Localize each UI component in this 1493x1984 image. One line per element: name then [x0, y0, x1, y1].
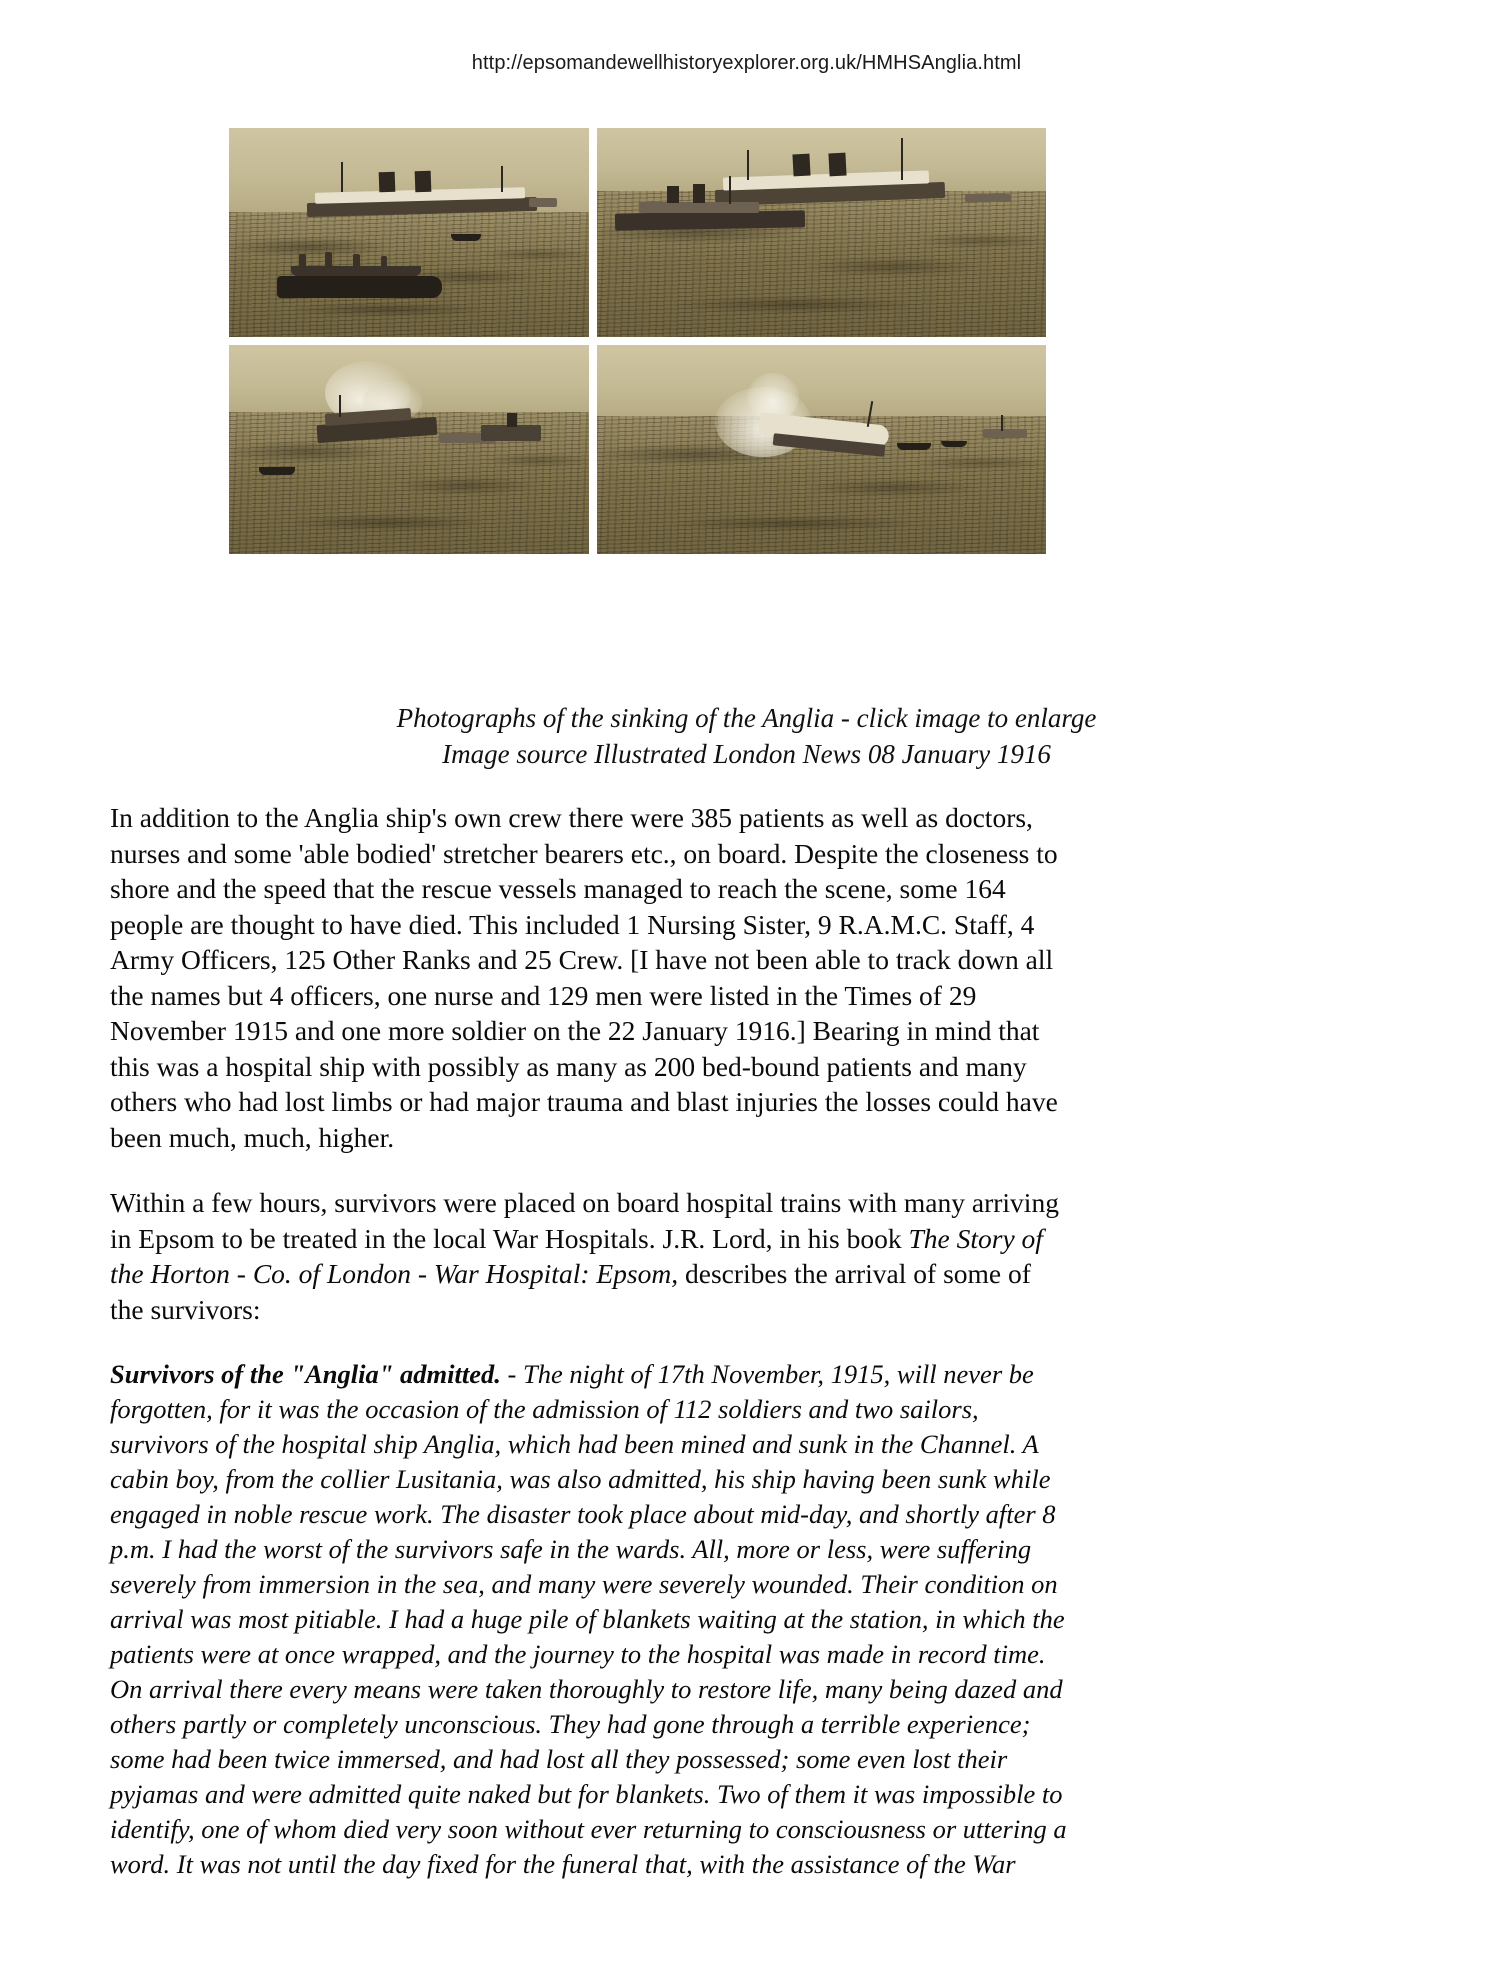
article-body [110, 800, 1070, 1882]
figure-caption-line-2: Image source Illustrated London News 08 January 1916 [442, 739, 1051, 769]
blockquote-lead-in: Survivors of the "Anglia" admitted. [110, 1359, 501, 1389]
panel-bottom-left[interactable] [229, 345, 589, 554]
paragraph-casualties: In addition to the Anglia ship's own crew there were 385 patients as well as doctors, nurses and some 'able bodied' stretcher bearers etc., on board. Despite the closeness to shore and the speed that the rescue vessels managed to reach the scene, some 164 people are thought to have died. This included 1 Nursing Sister, 9 R.A.M.C. Staff, 4 Army Officers, 125 Other Ranks and 25 Crew. [I have not been able to track down all the names but 4 officers, one nurse and 129 men were listed in the Times of 29 November 1915 and one more soldier on the 22 January 1916.] Bearing in mind that this was a hospital ship with possibly as many as 200 bed-bound patients and many others who had lost limbs or had major trauma and blast injuries the losses could have been much, much, higher. [110, 802, 1058, 1153]
figure-caption-line-1: Photographs of the sinking of the Anglia - click image to enlarge [396, 703, 1097, 733]
blockquote-lord-account [110, 1357, 1070, 1882]
photo-montage-figure[interactable] [229, 128, 1046, 554]
paragraph-2-text-after-title: describes the arrival of some of the survivors: [110, 1258, 1031, 1325]
page-url-header: http://epsomandewellhistoryexplorer.org.uk/HMHSAnglia.html [471, 52, 1022, 74]
photo-grid [229, 128, 1046, 554]
panel-top-right[interactable] [597, 128, 1046, 337]
book-title: The Story of the Horton - Co. of London - War Hospital: Epsom, [110, 1222, 1043, 1289]
panel-bottom-right[interactable] [597, 345, 1046, 554]
paragraph-survivors-epsom [110, 1185, 1070, 1327]
figure-caption [0, 700, 1493, 772]
blockquote-text: - The night of 17th November, 1915, will never be forgotten, for it was the occasion of the admission of 112 soldiers and two sailors, survivors of the hospital ship Anglia, which had been mined and sunk in the Channel. A cabin boy, from the collier Lusitania, was also admitted, his ship having been sunk while engaged in noble rescue work. The disaster took place about mid-day, and shortly after 8 p.m. I had the worst of the survivors safe in the wards. All, more or less, were suffering severely from immersion in the sea, and many were severely wounded. Their condition on arrival was most pitiable. I had a huge pile of blankets waiting at the station, in which the patients were at once wrapped, and the journey to the hospital was made in record time. On arrival there every means were taken thoroughly to restore life, many being dazed and others partly or completely unconscious. They had gone through a terrible experience; some had been twice immersed, and had lost all they possessed; some even lost their pyjamas and were admitted quite naked but for blankets. Two of them it was impossible to identify, one of whom died very soon without ever returning to consciousness or uttering a word. It was not until the day fixed for the funeral that, with the assistance of the War [110, 1359, 1067, 1879]
paragraph-2-text-before-title: Within a few hours, survivors were placed on board hospital trains with many arriving in Epsom to be treated in the local War Hospitals. J.R. Lord, in his book [110, 1187, 1059, 1254]
panel-top-left[interactable] [229, 128, 589, 337]
